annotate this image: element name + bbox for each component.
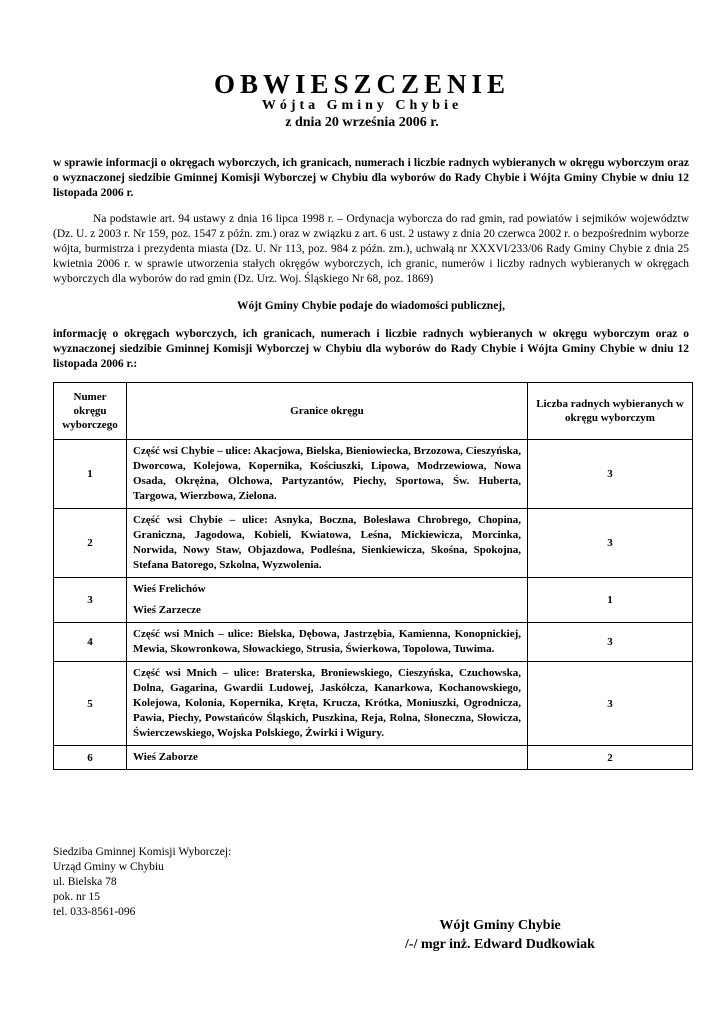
signature-name: /-/ mgr inż. Edward Dudkowiak [405, 937, 595, 952]
district-councillors: 1 [528, 578, 693, 623]
header-boundaries: Granice okręgu [127, 383, 528, 440]
table-header-row [54, 383, 693, 440]
seat-label: Siedziba Gminnej Komisji Wyborczej: [53, 846, 232, 858]
district-boundaries: Część wsi Mnich – ulice: Braterska, Broniewskiego, Cieszyńska, Czuchowska, Dolna, Gagarina, Gwardii Ludowej, Jaskółcza, Kanarkowa, Kochanowskiego, Kolejowa, Kolonia, Kopernika, Kręta, Krucza, Krótka, Moniuszki, Ogrodnicza, Pawia, Piechy, Powstańców Śląskich, Puszkina, Reja, Rolna, Słoneczna, Słowicza, Świerczewskiego, Wojska Polskiego, Żwirki i Wigury. [127, 662, 528, 746]
information-paragraph: informację o okręgach wyborczych, ich granicach, numerach i liczbie radnych wybieranych w okręgu wyborczym oraz o wyznaczonej siedzibie Gminnej Komisji Wyborczej w Chybiu dla wyborów do Rady Chybie i Wójta Gminy Chybie w dniu 12 listopada 2006 r.: [53, 328, 689, 370]
table-row [54, 578, 693, 623]
district-number: 1 [54, 440, 127, 509]
district-councillors: 3 [528, 440, 693, 509]
district-boundaries [127, 578, 528, 623]
seat-office: Urząd Gminy w Chybiu [53, 861, 164, 873]
document-issuer: Wójta Gminy Chybie [261, 98, 463, 113]
subject-paragraph: w sprawie informacji o okręgach wyborczych, ich granicach, numerach i liczbie radnych wybieranych w okręgu wyborczym oraz o wyznaczonej siedzibie Gminnej Komisji Wyborczej w Chybiu dla wyborów do Rady Chybie i Wójta Gminy Chybie w dniu 12 listopada 2006 r. [53, 157, 689, 199]
table-row [54, 623, 693, 662]
district-boundaries: Część wsi Mnich – ulice: Bielska, Dębowa, Jastrzębia, Kamienna, Konopnickiej, Mewia, Skowronkowa, Słowackiego, Strusia, Świerkowa, Topolowa, Tuwima. [127, 623, 528, 662]
district-number: 4 [54, 623, 127, 662]
commission-seat [53, 845, 231, 920]
document-date: z dnia 20 września 2006 r. [285, 115, 439, 130]
village-name: Wieś Zarzecze [133, 604, 201, 616]
district-number: 5 [54, 662, 127, 746]
header-councillors: Liczba radnych wybieranych w okręgu wyborczym [528, 383, 693, 440]
announcement-line: Wójt Gminy Chybie podaje do wiadomości publicznej, [236, 300, 506, 312]
header-number: Numer okręgu wyborczego [54, 383, 127, 440]
table-row [54, 440, 693, 509]
seat-room: pok. nr 15 [53, 891, 100, 903]
district-number: 3 [54, 578, 127, 623]
district-boundaries: Część wsi Chybie – ulice: Asnyka, Boczna, Bolesława Chrobrego, Chopina, Graniczna, Jagodowa, Kobieli, Kwiatowa, Leśna, Mickiewicza, Morcinka, Norwida, Nowy Staw, Objazdowa, Podleśna, Sienkiewicza, Skośna, Spokojna, Stefana Batorego, Szkolna, Wyzwolenia. [127, 509, 528, 578]
district-number: 6 [54, 746, 127, 770]
seat-street: ul. Bielska 78 [53, 876, 117, 888]
signature-role: Wójt Gminy Chybie [439, 918, 561, 933]
table-row [54, 746, 693, 770]
signature-block [380, 916, 620, 954]
seat-phone: tel. 033-8561-096 [53, 906, 136, 918]
table-row [54, 662, 693, 746]
district-councillors: 2 [528, 746, 693, 770]
district-boundaries: Część wsi Chybie – ulice: Akacjowa, Bielska, Bieniowiecka, Brzozowa, Cieszyńska, Dworcowa, Kolejowa, Kopernika, Kościuszki, Lipowa, Modrzewiowa, Nowa Osada, Okrężna, Olchowa, Partyzantów, Piechy, Sportowa, Św. Huberta, Targowa, Wierzbowa, Zielona. [127, 440, 528, 509]
table-row [54, 509, 693, 578]
district-councillors: 3 [528, 623, 693, 662]
district-number: 2 [54, 509, 127, 578]
districts-table [53, 382, 693, 770]
document-title: OBWIESZCZENIE [213, 69, 511, 99]
legal-basis-paragraph: Na podstawie art. 94 ustawy z dnia 16 lipca 1998 r. – Ordynacja wyborcza do rad gmin, rad powiatów i sejmików województw (Dz. U. z 2003 r. Nr 159, poz. 1547 z późn. zm.) oraz w związku z art. 6 ust. 2 ustawy z dnia 20 czerwca 2002 r. o bezpośrednim wyborze wójta, burmistrza i prezydenta miasta (Dz. U. Nr 113, poz. 984 z późn. zm.), uchwałą nr XXXVI/233/06 Rady Gminy Chybie z dnia 25 kwietnia 2006 r. w sprawie utworzenia stałych okręgów wyborczych, ich granic, numerów i liczby radnych wybieranych w okręgach wyborczych dla wyborów do rad gmin (Dz. Urz. Woj. Śląskiego Nr 68, poz. 1869) [53, 213, 689, 285]
district-councillors: 3 [528, 509, 693, 578]
village-name: Wieś Frelichów [133, 583, 206, 595]
district-councillors: 3 [528, 662, 693, 746]
district-boundaries: Wieś Zaborze [127, 746, 528, 770]
